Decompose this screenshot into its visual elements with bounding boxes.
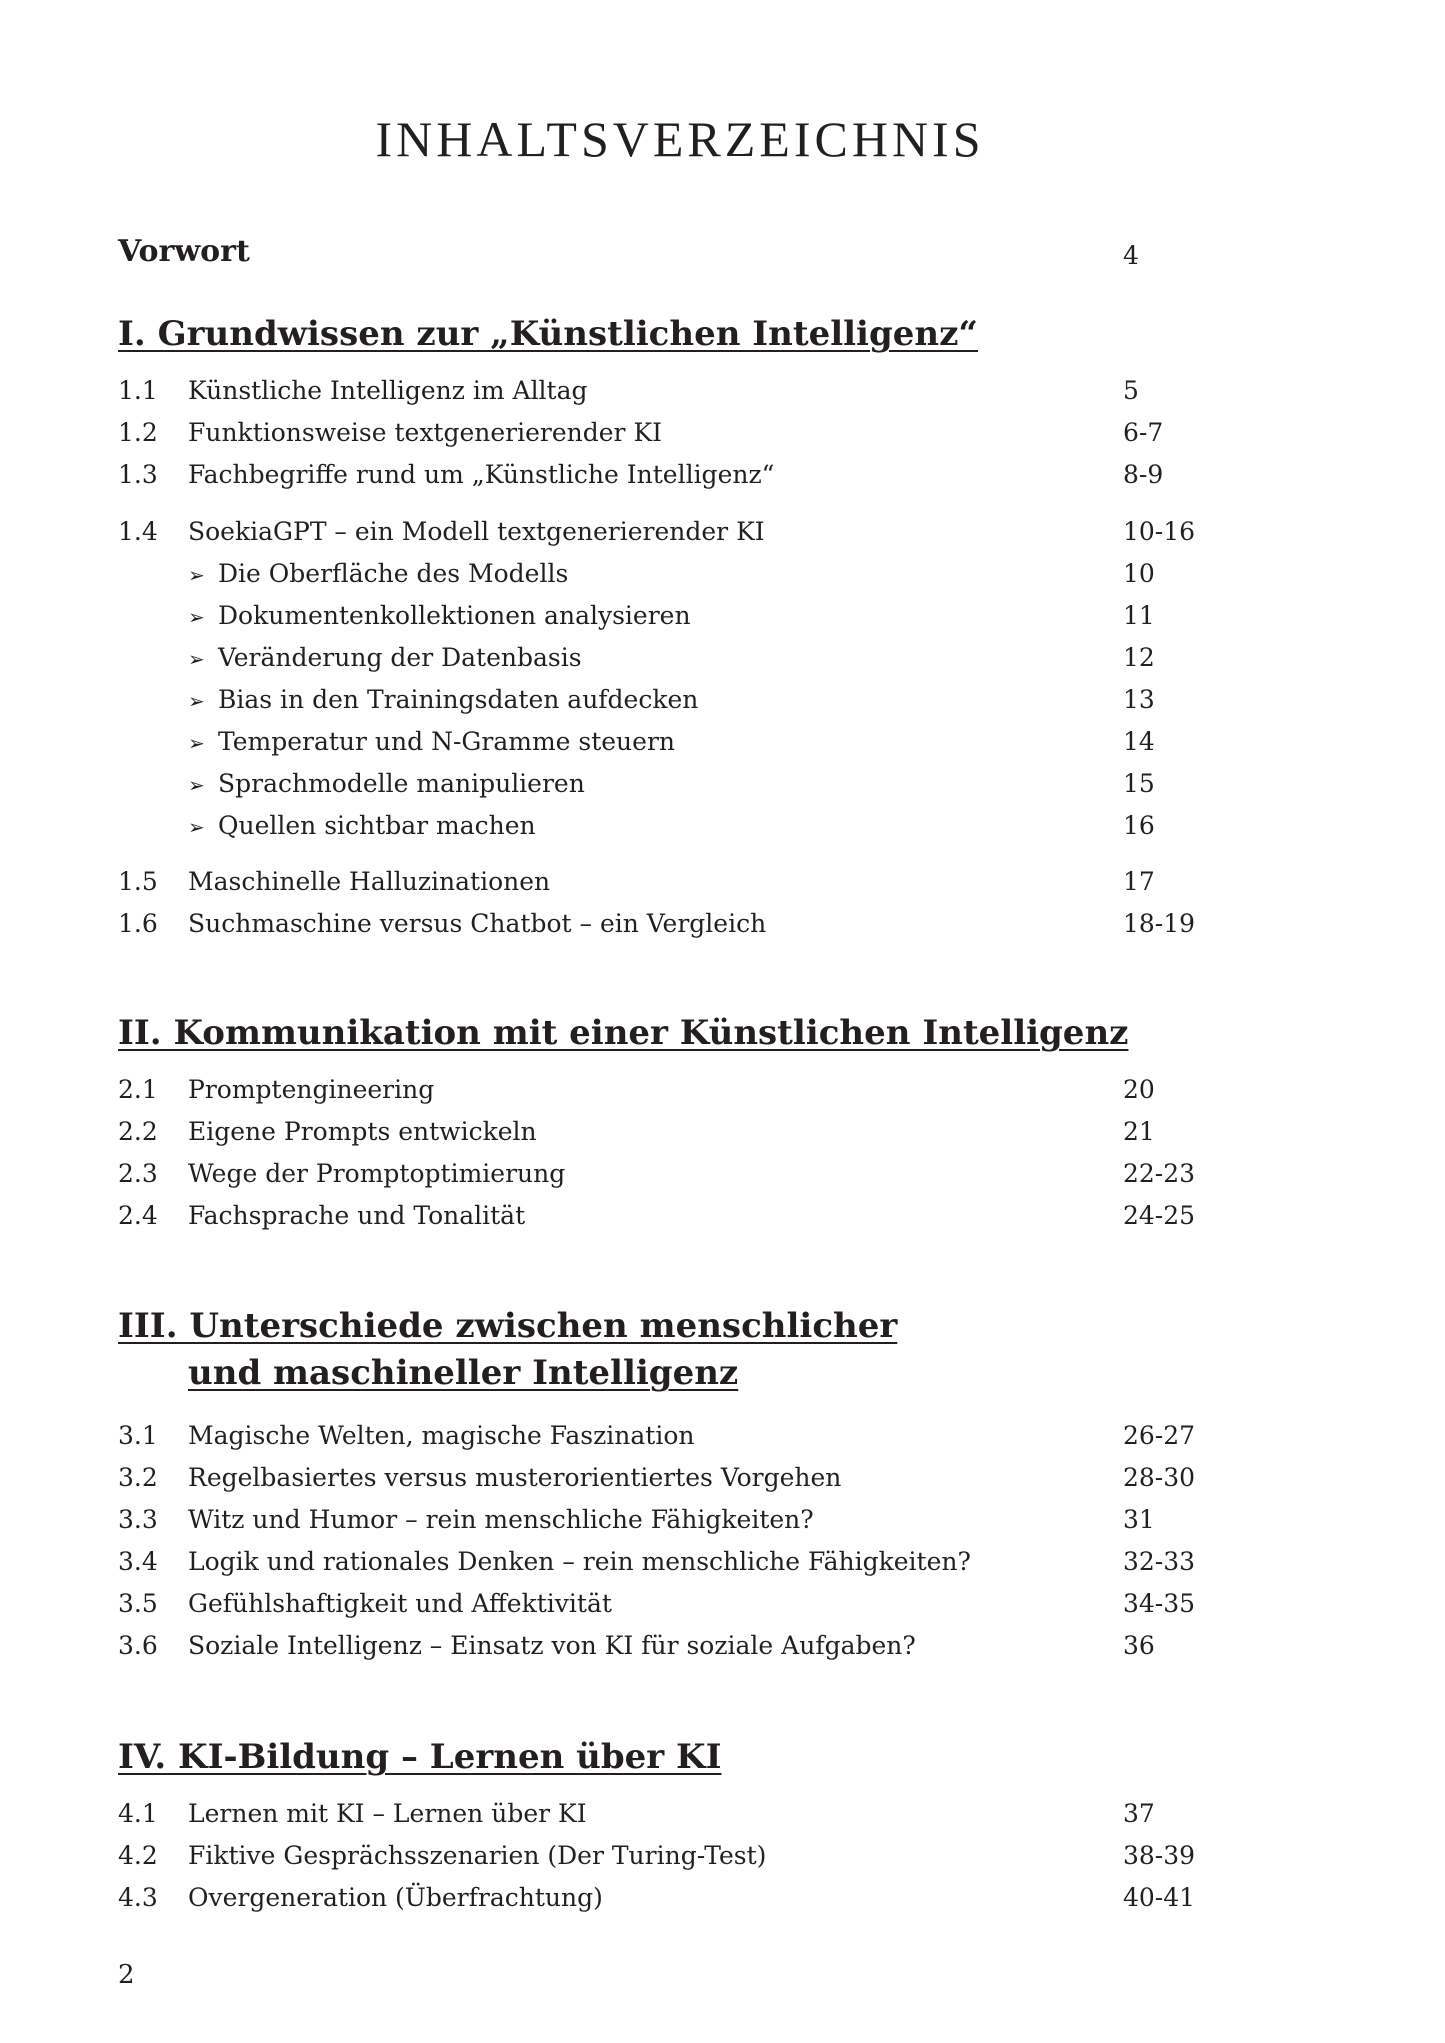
entry-label: Bias in den Trainingsdaten aufdecken xyxy=(218,685,699,714)
entry-page: 40-41 xyxy=(1123,1883,1196,1912)
arrow-bullet-icon: ➢ xyxy=(188,773,205,797)
preface-page: 4 xyxy=(1123,241,1139,270)
arrow-bullet-icon: ➢ xyxy=(188,731,205,755)
entry-number: 4.2 xyxy=(118,1841,158,1870)
toc-subentry xyxy=(0,598,1445,634)
entry-page: 22-23 xyxy=(1123,1159,1196,1188)
arrow-bullet-icon: ➢ xyxy=(188,605,205,629)
entry-label: Maschinelle Halluzinationen xyxy=(188,867,551,896)
entry-label: Quellen sichtbar machen xyxy=(218,811,536,840)
entry-label: Eigene Prompts entwickeln xyxy=(188,1117,537,1146)
entry-page: 5 xyxy=(1123,376,1139,405)
entry-label: Fachsprache und Tonalität xyxy=(188,1201,526,1230)
entry-label: Gefühlshaftigkeit und Affektivität xyxy=(188,1589,612,1618)
toc-subentry xyxy=(0,724,1445,760)
entry-number: 2.3 xyxy=(118,1159,158,1188)
section-heading-3: III. Unterschiede zwischen menschlicher xyxy=(118,1306,898,1346)
toc-subentry xyxy=(0,808,1445,844)
entry-label: Sprachmodelle manipulieren xyxy=(218,769,585,798)
entry-number: 2.2 xyxy=(118,1117,158,1146)
entry-number: 3.3 xyxy=(118,1505,158,1534)
entry-label: Lernen mit KI – Lernen über KI xyxy=(188,1799,587,1828)
entry-number: 3.5 xyxy=(118,1589,158,1618)
page-title: INHALTSVERZEICHNIS xyxy=(375,111,985,167)
toc-entry xyxy=(0,1544,1445,1580)
toc-entry xyxy=(0,1072,1445,1108)
entry-label: Die Oberfläche des Modells xyxy=(218,559,569,588)
entry-label: Logik und rationales Denken – rein menschliche Fähigkeiten? xyxy=(188,1547,971,1576)
arrow-bullet-icon: ➢ xyxy=(188,647,205,671)
toc-entry xyxy=(0,1198,1445,1234)
entry-label: Fiktive Gesprächsszenarien (Der Turing-Test) xyxy=(188,1841,767,1870)
section-heading-3-line2: und maschineller Intelligenz xyxy=(188,1353,739,1393)
entry-label: Witz und Humor – rein menschliche Fähigkeiten? xyxy=(188,1505,814,1534)
entry-number: 4.3 xyxy=(118,1883,158,1912)
toc-entry xyxy=(0,373,1445,409)
entry-page: 15 xyxy=(1123,769,1155,798)
entry-label: Fachbegriffe rund um „Künstliche Intelligenz“ xyxy=(188,460,775,489)
entry-page: 31 xyxy=(1123,1505,1155,1534)
entry-page: 37 xyxy=(1123,1799,1155,1828)
entry-label: Temperatur und N-Gramme steuern xyxy=(218,727,676,756)
entry-number: 1.1 xyxy=(118,376,158,405)
entry-number: 1.6 xyxy=(118,909,158,938)
toc-subentry xyxy=(0,640,1445,676)
toc-entry xyxy=(0,1628,1445,1664)
toc-entry xyxy=(0,1114,1445,1150)
toc-entry xyxy=(0,415,1445,451)
entry-number: 3.6 xyxy=(118,1631,158,1660)
arrow-bullet-icon: ➢ xyxy=(188,563,205,587)
entry-label: Künstliche Intelligenz im Alltag xyxy=(188,376,588,405)
entry-page: 17 xyxy=(1123,867,1155,896)
entry-page: 10 xyxy=(1123,559,1155,588)
toc-entry xyxy=(0,1418,1445,1454)
preface-label: Vorwort xyxy=(118,234,250,269)
entry-page: 14 xyxy=(1123,727,1155,756)
entry-label: Funktionsweise textgenerierender KI xyxy=(188,418,662,447)
entry-number: 4.1 xyxy=(118,1799,158,1828)
entry-label: Suchmaschine versus Chatbot – ein Vergleich xyxy=(188,909,767,938)
entry-page: 20 xyxy=(1123,1075,1155,1104)
entry-label: Dokumentenkollektionen analysieren xyxy=(218,601,691,630)
entry-page: 38-39 xyxy=(1123,1841,1196,1870)
entry-page: 13 xyxy=(1123,685,1155,714)
toc-subentry xyxy=(0,682,1445,718)
entry-label: Overgeneration (Überfrachtung) xyxy=(188,1883,603,1912)
section-heading-4: IV. KI-Bildung – Lernen über KI xyxy=(118,1737,722,1777)
entry-number: 1.5 xyxy=(118,867,158,896)
toc-subentry xyxy=(0,556,1445,592)
entry-label: Wege der Promptoptimierung xyxy=(188,1159,566,1188)
entry-page: 21 xyxy=(1123,1117,1155,1146)
entry-label: SoekiaGPT – ein Modell textgenerierender KI xyxy=(188,517,765,546)
entry-page: 26-27 xyxy=(1123,1421,1196,1450)
toc-entry xyxy=(0,457,1445,493)
toc-entry xyxy=(0,1156,1445,1192)
toc-entry xyxy=(0,1460,1445,1496)
entry-number: 1.3 xyxy=(118,460,158,489)
toc-entry xyxy=(0,1796,1445,1832)
toc-entry xyxy=(0,514,1445,550)
toc-entry xyxy=(0,1880,1445,1916)
toc-entry xyxy=(0,1586,1445,1622)
entry-number: 1.4 xyxy=(118,517,158,546)
arrow-bullet-icon: ➢ xyxy=(188,689,205,713)
entry-page: 32-33 xyxy=(1123,1547,1196,1576)
arrow-bullet-icon: ➢ xyxy=(188,815,205,839)
toc-entry xyxy=(0,906,1445,942)
entry-number: 3.4 xyxy=(118,1547,158,1576)
entry-number: 1.2 xyxy=(118,418,158,447)
entry-page: 16 xyxy=(1123,811,1155,840)
entry-page: 18-19 xyxy=(1123,909,1196,938)
toc-subentry xyxy=(0,766,1445,802)
section-heading-1: I. Grundwissen zur „Künstlichen Intelligenz“ xyxy=(118,314,978,354)
page-number: 2 xyxy=(118,1960,135,1990)
entry-label: Promptengineering xyxy=(188,1075,435,1104)
entry-number: 3.1 xyxy=(118,1421,158,1450)
toc-entry xyxy=(0,1502,1445,1538)
entry-page: 8-9 xyxy=(1123,460,1164,489)
preface-entry xyxy=(0,234,1445,274)
entry-page: 28-30 xyxy=(1123,1463,1196,1492)
entry-page: 12 xyxy=(1123,643,1155,672)
entry-label: Magische Welten, magische Faszination xyxy=(188,1421,695,1450)
entry-page: 36 xyxy=(1123,1631,1155,1660)
entry-page: 34-35 xyxy=(1123,1589,1196,1618)
entry-number: 2.4 xyxy=(118,1201,158,1230)
entry-number: 2.1 xyxy=(118,1075,158,1104)
section-heading-2: II. Kommunikation mit einer Künstlichen Intelligenz xyxy=(118,1013,1129,1053)
entry-label: Regelbasiertes versus musterorientiertes Vorgehen xyxy=(188,1463,842,1492)
toc-entry xyxy=(0,1838,1445,1874)
entry-label: Soziale Intelligenz – Einsatz von KI für soziale Aufgaben? xyxy=(188,1631,916,1660)
entry-page: 6-7 xyxy=(1123,418,1164,447)
entry-label: Veränderung der Datenbasis xyxy=(218,643,582,672)
entry-page: 24-25 xyxy=(1123,1201,1196,1230)
entry-number: 3.2 xyxy=(118,1463,158,1492)
entry-page: 11 xyxy=(1123,601,1155,630)
entry-page: 10-16 xyxy=(1123,517,1196,546)
toc-entry xyxy=(0,864,1445,900)
